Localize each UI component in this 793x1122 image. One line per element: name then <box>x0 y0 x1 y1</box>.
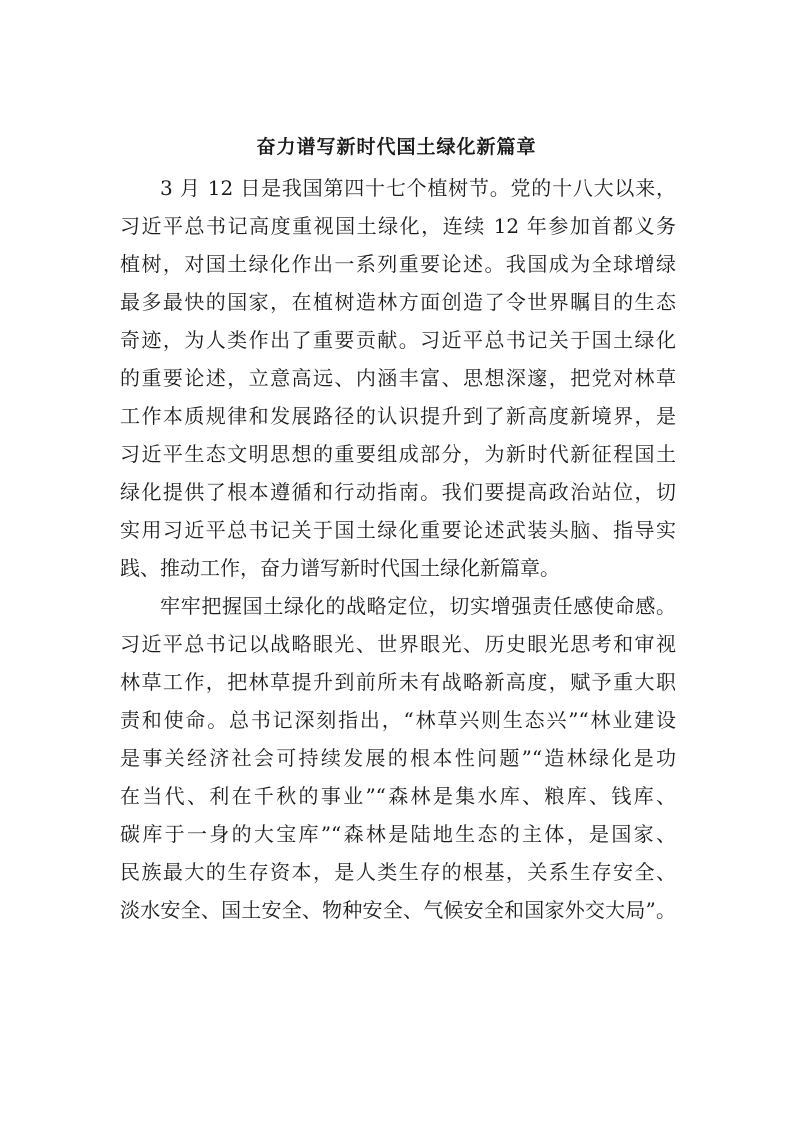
paragraph-line: 在当代、利在千秋的事业”“森林是集水库、粮库、钱库、 <box>120 784 676 808</box>
paragraph-line: 碳库于一身的大宝库”“森林是陆地生态的主体，是国家、 <box>120 822 676 846</box>
paragraph-line: 最多最快的国家，在植树造林方面创造了令世界瞩目的生态 <box>120 290 676 314</box>
paragraph-line: 习近平总书记高度重视国土绿化，连续 12 年参加首都义务 <box>120 214 676 238</box>
paragraph-line: 绿化提供了根本遵循和行动指南。我们要提高政治站位，切 <box>120 480 676 504</box>
paragraph-line: 牢牢把握国土绿化的战略定位，切实增强责任感使命感。 <box>160 594 676 618</box>
paragraph-line: 实用习近平总书记关于国土绿化重要论述武装头脑、指导实 <box>120 518 676 542</box>
paragraph-line: 植树，对国土绿化作出一系列重要论述。我国成为全球增绿 <box>120 252 676 276</box>
document-title: 奋力谱写新时代国土绿化新篇章 <box>256 136 537 158</box>
paragraph-line: 民族最大的生存资本，是人类生存的根基，关系生存安全、 <box>120 860 676 884</box>
paragraph-line: 林草工作，把林草提升到前所未有战略新高度，赋予重大职 <box>120 670 676 694</box>
paragraph-line: 是事关经济社会可持续发展的根本性问题”“造林绿化是功 <box>120 746 676 770</box>
paragraph-line: 习近平生态文明思想的重要组成部分，为新时代新征程国土 <box>120 442 676 466</box>
paragraph-line: 奇迹，为人类作出了重要贡献。习近平总书记关于国土绿化 <box>120 328 676 352</box>
paragraph-line: 习近平总书记以战略眼光、世界眼光、历史眼光思考和审视 <box>120 632 676 656</box>
paragraph-line: 工作本质规律和发展路径的认识提升到了新高度新境界，是 <box>120 404 676 428</box>
paragraph-line: 淡水安全、国土安全、物种安全、气候安全和国家外交大局”。 <box>120 898 676 922</box>
paragraph-line: 践、推动工作，奋力谱写新时代国土绿化新篇章。 <box>120 556 560 580</box>
paragraph-line: 的重要论述，立意高远、内涵丰富、思想深邃，把党对林草 <box>120 366 676 390</box>
paragraph-line: 责和使命。总书记深刻指出，“林草兴则生态兴”“林业建设 <box>120 708 676 732</box>
paragraph-line: 3 月 12 日是我国第四十七个植树节。党的十八大以来， <box>160 176 676 200</box>
